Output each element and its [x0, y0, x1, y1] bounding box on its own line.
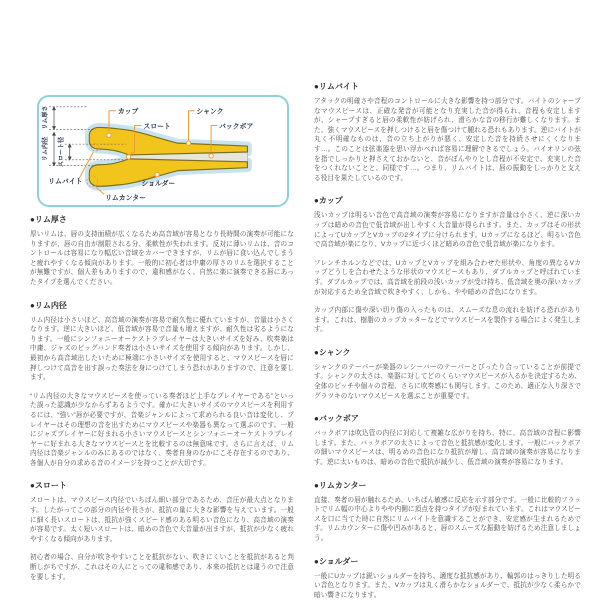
section-throat — [30, 481, 294, 582]
section-rim-inner-diameter — [30, 301, 294, 469]
section-rim-bite — [314, 82, 581, 183]
rim-bite-label: リムバイト — [48, 178, 83, 186]
section-paragraph: 浅いカップは明るい音色で高音域の演奏が容易になりますが音量は小さく、逆に深いカップは暗めの音色で低音域が出しやすく大音量が得られます。また、カップはその形状によってUカップとVカップの2タイプに分けられます。Uカップになるほど、明るい音色で高音域が楽になり、Vカップに近づくほど暗めの音色で低音域が楽になります。 — [314, 212, 581, 249]
section-shoulder — [314, 557, 581, 601]
backbore-label: バックボア — [218, 123, 254, 131]
rim-inner-diameter-label: リム内径 — [42, 136, 50, 162]
section-cup — [314, 196, 581, 335]
section-heading: ●リムカンター — [314, 480, 367, 490]
section-paragraph: シャンクのテーパーが楽器のレシーバーのテーパーとぴったり合っていることが前提です。シャンクの太さは、楽器に対してどのくらいマウスピースが入るかを決定するため、全体のピッチや個々の音程、さらに吹奏感にも関与します。このため、適正な入り深さでグラツキのないマウスピースを選ぶことが重要です。 — [314, 363, 581, 400]
section-heading: ●カップ — [314, 196, 343, 206]
section-paragraph: カップ内部に傷や深い切り傷の入ったものは、スムーズな息の流れを妨げる恐れがあります。これは、樹脂のカップカッターなどでマウスピースを製作する場合によく発生します。 — [314, 307, 581, 334]
section-paragraph: バックボアは吹込管の内径に対応して複雑な広がりを持ち、特に、高音域の音程に影響します。また、バックボアの太さによって音色と抵抗感が変化します。一般にバックボアの細いマウスピースは、明るめの音色になり抵抗が増し、高音域の演奏が容易になります。逆に太いものは、暗めの音色で抵抗が減少し、低音域の演奏が容易になります。 — [314, 430, 581, 467]
section-paragraph: フレンチホルンなどでは、UカップとVカップを組み合わせた形状や、角度の異なるVカップどうしを合わせたような形状のマウスピースもあり、ダブルカップと呼ばれています。ダブルカップでは、高音域を前段の浅いカップが受け持ち、低音域を奥の深いカップが対応するため全音域で吹きやすく、しかも、やや暗めの音色になります。 — [314, 259, 581, 296]
section-paragraph: “リム内径の大きなマウスピースを使っている奏者ほど上手なプレイヤーである”といった誤った認識が少なからずあるようです。確かに大きいサイズのマウスピースを利用するには、“強い”唇が必要ですが、音楽ジャンルによって求められる良い音は変化し、プレイヤーはその理想の音を出すためにマウスピースや楽器も異なって選ぶのです。一般にジャズプレイヤーに好まれる小さいマウスピースとシンフォニーオーケストラプレイヤーに好まれる大きなマウスピースとを比較するのは無意味です。さらに言えば、リム内径は音楽ジャンルのみにあるのではなく、奏者自身のなかにこそ存在するのであり、各個人が自分の求める音のイメージを持つことが大切です。 — [30, 392, 294, 467]
shoulder-label: ショルダー — [141, 180, 176, 188]
section-paragraph: 厚いリムは、唇の支持面積が広くなるため高音域が容易となり長時間の演奏が可能になりますが、唇の自由が制限される分、柔軟性が失われます。反対に薄いリムは、音のコントロールは容易になり幅広い音域をカバーできますが、リムが唇に食い込んでしまうと疲れやすくなる傾向があります。一般的に初心者は中庸の厚さのリムを選択することが無難ですが、個人差もありますので、違和感がなく、自然に楽に演奏できる唇にあったタイプを選んでください。 — [30, 231, 294, 286]
mouthpiece-diagram — [37, 95, 289, 207]
throat-label: スロート — [143, 123, 171, 131]
rim-contour-label: リムカンター — [105, 195, 146, 203]
cup-label: カップ — [117, 108, 139, 116]
section-paragraph: リム内径は小さいほど、高音域の演奏が容易で耐久性に優れていますが、音量は小さくなります。逆に大きいほど、低音域が容易で音量も増えますが、耐久性は劣るようになります。一般にシンフォニーオーケストラプレイヤーは大きいサイズを好み、吹奏楽は中庸、ジャズのビッグバンド奏者は小さいサイズを使用する傾向があります。しかし、最初から高音域出したいために極端に小さいサイズを使用すると、マウスピースを唇に押しつけて高音を出す誤った奏法を身につけてしまう恐れがありますので、注意を要します。 — [30, 316, 294, 382]
section-paragraph: 一般にUカップは鋭いショルダーを持ち、適度な抵抗感があり、輪郭のはっきりした明るい音色となります。また、Vカップは丸く滑らかなショルダーで、抵抗が少なく柔らかで暗い響きになります。 — [314, 572, 581, 599]
section-rim-contour — [314, 481, 581, 544]
section-heading: ●リム内径 — [30, 300, 67, 310]
section-backbore — [314, 414, 581, 467]
left-column — [30, 95, 294, 595]
throat-diameter-label: スロート径 — [57, 136, 65, 168]
section-shank — [314, 348, 581, 401]
section-heading: ●スロート — [30, 481, 67, 491]
right-column — [314, 82, 581, 613]
section-paragraph: 直接、奏者の唇が触れるため、いちばん敏感に反応を示す部分です。一般に比較的フラットでリム幅の中心よりやや内側に頂点を持つタイプが好まれています。これはマウスピースを口に当てた時に自然にリムバイトを意識することができ、安定感が生まれるためです。リムカウンターに傷や凹みがあると、唇のスムーズな振動を妨げるため注意しましょう。 — [314, 496, 581, 542]
section-heading: ●リム厚さ — [30, 215, 67, 224]
section-heading: ●バックボア — [314, 414, 359, 424]
section-heading: ●リムバイト — [314, 82, 359, 91]
section-paragraph: 初心者の場合、自分が吹きやすいことを抵抗がない、吹きにくいことを抵抗があると判断しがちですが、これはその人にとっての違和感であり、本来の抵抗とは違うので注意を要します。 — [30, 554, 294, 581]
section-paragraph: アタックの明確さや音程のコントロールに大きな影響を持つ部分です。バイトのシャープなマウスピースは、正確な発音が可能となり充実した音が得られ、音程も安定しますが、シャープすぎると唇の柔軟性が妨げられ、滑らかな音の移行が難しくなります。また、強くマウスピースを押しつけると唇を傷つけて腫れる恐れもあります。逆にバイトが丸く不明確なものは、音の立ち上がりが悪く、安定した音を持続させにくくなります…。このことは弦楽器を思い浮かべれば容易に理解できるでしょう。バイオリンの弦を指でしっかりと押さえておかないと、音がぼんやりとし音程が不安定で、充実した音をつくれないことと、同様です…。つまり、リムバイトは、唇の振動をしっかりと支える役目を果たしているのです。 — [314, 98, 581, 182]
section-heading: ●シャンク — [314, 347, 351, 357]
rim-thickness-label: リム厚さ — [42, 105, 50, 130]
section-heading: ●ショルダー — [314, 556, 359, 566]
section-paragraph: スロートは、マウスピース内径でいちばん細い部分であるため、音圧が最大点となります。したがってこの部分の内径や長さが、抵抗の量に大きな影響を与えています。一般に細く長いスロートは、抵抗が強くスピード感のある明るい音色になり、高音域の演奏が容易です。太く短いスロートは、暗めの音色で大音量が出ますが、抵抗が少なく疲れやすくなる傾向があります。 — [30, 497, 294, 543]
section-rim-thickness — [30, 215, 294, 288]
mouthpiece-diagram-svg — [39, 97, 287, 205]
shank-label: シャンク — [196, 108, 224, 116]
